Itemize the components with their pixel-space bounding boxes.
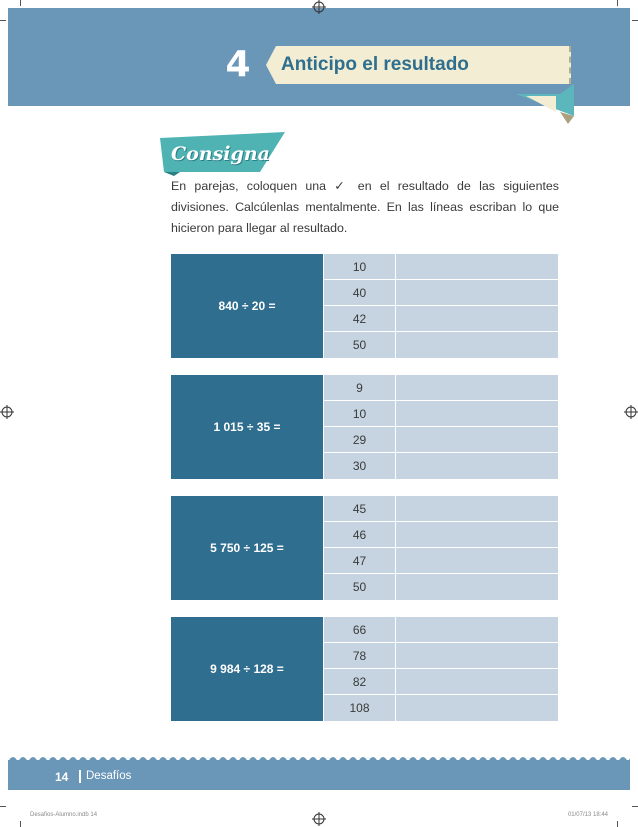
ribbon-fold-decoration [516, 82, 576, 124]
option-value: 30 [323, 453, 395, 479]
option-row [323, 306, 558, 332]
crop-mark [632, 806, 638, 807]
crop-mark [617, 0, 618, 6]
option-value: 29 [323, 427, 395, 452]
lesson-title: Anticipo el resultado [281, 54, 469, 75]
check-cell[interactable] [395, 617, 558, 642]
check-cell[interactable] [395, 427, 558, 452]
check-cell[interactable] [395, 254, 558, 279]
crop-mark [20, 0, 21, 6]
division-table [171, 617, 558, 721]
options-column [323, 496, 558, 600]
check-cell[interactable] [395, 332, 558, 358]
registration-mark-icon [312, 812, 326, 826]
crop-mark [0, 806, 6, 807]
option-value: 78 [323, 643, 395, 668]
option-row [323, 522, 558, 548]
option-row [323, 617, 558, 643]
option-value: 42 [323, 306, 395, 331]
options-column [323, 375, 558, 479]
option-value: 50 [323, 332, 395, 358]
check-cell[interactable] [395, 695, 558, 721]
option-value: 66 [323, 617, 395, 642]
crop-mark [20, 821, 21, 827]
options-column [323, 617, 558, 721]
footer-section-label: Desafíos [86, 770, 132, 782]
check-cell[interactable] [395, 643, 558, 668]
option-row [323, 574, 558, 600]
check-cell[interactable] [395, 375, 558, 400]
option-row [323, 280, 558, 306]
page-number: 14 [55, 770, 69, 784]
check-cell[interactable] [395, 496, 558, 521]
option-value: 10 [323, 401, 395, 426]
option-value: 47 [323, 548, 395, 573]
footer-divider [79, 770, 81, 783]
registration-mark-icon [312, 0, 326, 14]
check-cell[interactable] [395, 306, 558, 331]
division-operation: 1 015 ÷ 35 = [171, 375, 323, 479]
lesson-number: 4 [225, 44, 251, 85]
consigna-label: Consigna [171, 143, 270, 165]
division-table [171, 496, 558, 600]
option-value: 45 [323, 496, 395, 521]
division-table [171, 375, 558, 479]
option-value: 9 [323, 375, 395, 400]
check-cell[interactable] [395, 401, 558, 426]
option-row [323, 427, 558, 453]
option-row [323, 332, 558, 358]
option-value: 82 [323, 669, 395, 694]
division-operation: 840 ÷ 20 = [171, 254, 323, 358]
registration-mark-icon [624, 405, 638, 419]
option-value: 108 [323, 695, 395, 721]
crop-mark [0, 20, 6, 21]
crop-mark [632, 20, 638, 21]
option-row [323, 401, 558, 427]
option-row [323, 254, 558, 280]
option-row [323, 695, 558, 721]
option-value: 10 [323, 254, 395, 279]
check-cell[interactable] [395, 548, 558, 573]
option-value: 40 [323, 280, 395, 305]
check-cell[interactable] [395, 522, 558, 547]
division-operation: 5 750 ÷ 125 = [171, 496, 323, 600]
registration-mark-icon [0, 405, 14, 419]
print-slug-date: 01/07/13 18:44 [567, 812, 608, 818]
print-slug-file: Desafios-Alumno.indb 14 [30, 812, 98, 818]
option-value: 46 [323, 522, 395, 547]
division-operation: 9 984 ÷ 128 = [171, 617, 323, 721]
option-row [323, 496, 558, 522]
check-cell[interactable] [395, 669, 558, 694]
check-cell[interactable] [395, 574, 558, 600]
check-cell[interactable] [395, 453, 558, 479]
option-value: 50 [323, 574, 395, 600]
option-row [323, 643, 558, 669]
crop-mark [617, 821, 618, 827]
option-row [323, 453, 558, 479]
division-table [171, 254, 558, 358]
check-cell[interactable] [395, 280, 558, 305]
option-row [323, 548, 558, 574]
instructions-text: En parejas, coloquen una ✓ en el resultado de las siguientes divisiones. Calcúlenlas mentalmente. En las líneas escriban lo que hicieron para llegar al resultado. [171, 179, 559, 235]
options-column [323, 254, 558, 358]
option-row [323, 669, 558, 695]
option-row [323, 375, 558, 401]
